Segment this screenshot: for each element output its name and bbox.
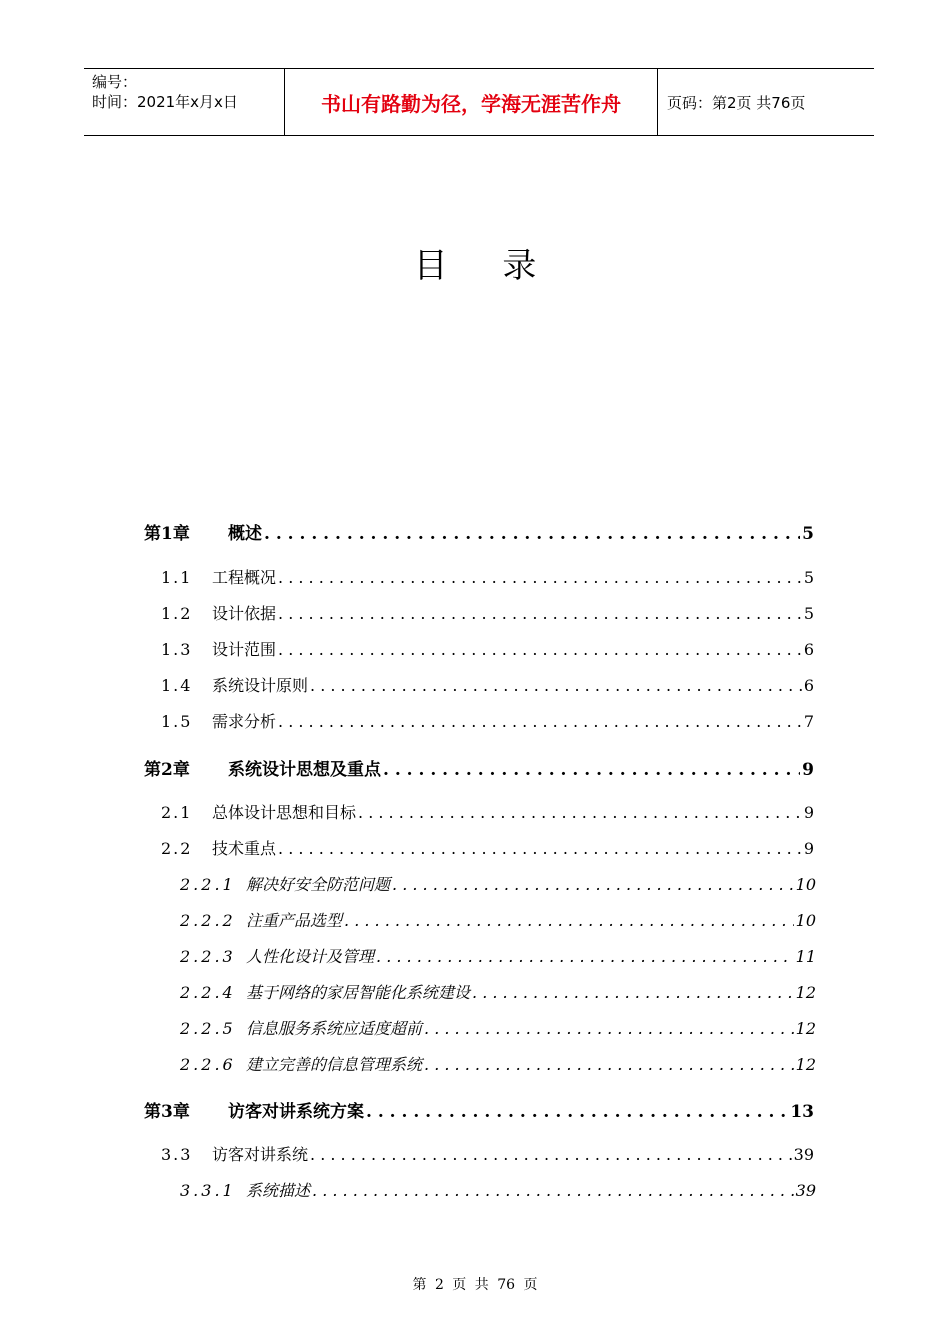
toc-entry-label: 访客对讲系统 xyxy=(212,1145,309,1164)
toc-entry-number: 1.4 xyxy=(161,676,193,695)
toc-entry-page: 5 xyxy=(803,568,814,587)
toc-dot-leader xyxy=(424,1055,794,1074)
header-motto: 书山有路勤为径，学海无涯苦作舟 xyxy=(285,69,658,135)
toc-entry[interactable] xyxy=(180,944,816,968)
toc-entry-label: 技术重点 xyxy=(212,839,277,858)
toc-entry-label: 系统设计思想及重点 xyxy=(228,760,381,780)
toc-entry[interactable] xyxy=(161,800,814,824)
toc-entry-number: 2.2.6 xyxy=(180,1055,236,1074)
toc-dot-leader xyxy=(472,983,794,1002)
toc-entry-page: 9 xyxy=(803,803,814,822)
toc-entry-label: 设计范围 xyxy=(212,640,277,659)
toc-entry-number: 2.2.1 xyxy=(180,875,236,894)
toc-entry-number: 2.2.3 xyxy=(180,947,236,966)
toc-entry[interactable] xyxy=(144,1097,814,1121)
toc-entry-label: 建立完善的信息管理系统 xyxy=(246,1055,423,1074)
page-footer: 第 2 页 共 76 页 xyxy=(412,1277,538,1293)
toc-entry-label: 解决好安全防范问题 xyxy=(246,875,391,894)
header-left-cell xyxy=(84,69,285,135)
toc-entry-page: 12 xyxy=(795,1055,816,1074)
toc-dot-leader xyxy=(383,760,800,780)
toc-entry-label: 概述 xyxy=(228,524,262,544)
toc-entry-page: 10 xyxy=(795,875,816,894)
toc-entry-label: 访客对讲系统方案 xyxy=(228,1102,364,1122)
toc-entry-number: 3.3 xyxy=(161,1145,193,1164)
toc-entry-page: 6 xyxy=(803,676,814,695)
toc-entry-number: 1.2 xyxy=(161,604,193,623)
toc-entry-page: 12 xyxy=(795,1019,816,1038)
toc-entry-number: 2.2.2 xyxy=(180,911,236,930)
toc-dot-leader xyxy=(278,604,802,623)
toc-entry-label: 总体设计思想和目标 xyxy=(212,803,357,822)
toc-entry[interactable] xyxy=(180,908,816,932)
toc-entry-label: 系统设计原则 xyxy=(212,676,309,695)
toc-dot-leader xyxy=(264,524,800,544)
toc-dot-leader xyxy=(392,875,794,894)
toc-entry-label: 设计依据 xyxy=(212,604,277,623)
toc-dot-leader xyxy=(312,1181,794,1200)
toc-entry-page: 9 xyxy=(802,760,814,780)
toc-entry-number: 1.3 xyxy=(161,640,193,659)
toc-entry-label: 人性化设计及管理 xyxy=(246,947,375,966)
toc-entry-page: 39 xyxy=(795,1181,816,1200)
toc-entry-page: 5 xyxy=(803,604,814,623)
toc-entry-page: 11 xyxy=(795,947,816,966)
toc-entry[interactable] xyxy=(180,872,816,896)
toc-entry-label: 基于网络的家居智能化系统建设 xyxy=(246,983,471,1002)
toc-entry-number: 2.2.4 xyxy=(180,983,236,1002)
toc-entry-page: 10 xyxy=(795,911,816,930)
toc-entry[interactable] xyxy=(161,709,814,733)
toc-entry-page: 9 xyxy=(803,839,814,858)
toc-dot-leader xyxy=(278,712,802,731)
toc-entry[interactable] xyxy=(161,1142,814,1166)
toc-entry-number: 3.3.1 xyxy=(180,1181,236,1200)
toc-entry-number: 1.5 xyxy=(161,712,193,731)
toc-dot-leader xyxy=(344,911,794,930)
time-label: 时间：2021年x月x日 xyxy=(92,93,238,111)
toc-entry-page: 39 xyxy=(793,1145,814,1164)
toc-entry-label: 需求分析 xyxy=(212,712,277,731)
toc-entry-number: 第3章 xyxy=(144,1102,190,1122)
toc-dot-leader xyxy=(366,1102,788,1122)
toc-dot-leader xyxy=(310,1145,792,1164)
page-title: 目 录 xyxy=(413,246,559,286)
toc-entry[interactable] xyxy=(180,980,816,1004)
toc-entry-page: 12 xyxy=(795,983,816,1002)
toc-dot-leader xyxy=(310,676,802,695)
toc-entry-number: 1.1 xyxy=(161,568,193,587)
toc-entry-page: 13 xyxy=(790,1102,814,1122)
toc-entry-page: 7 xyxy=(803,712,814,731)
number-label: 编号： xyxy=(92,73,138,91)
toc-entry[interactable] xyxy=(144,519,814,543)
toc-entry[interactable] xyxy=(180,1052,816,1076)
toc-entry[interactable] xyxy=(144,755,814,779)
toc-entry-label: 注重产品选型 xyxy=(246,911,343,930)
toc-dot-leader xyxy=(376,947,794,966)
toc-entry-page: 6 xyxy=(803,640,814,659)
toc-entry[interactable] xyxy=(180,1016,816,1040)
toc-entry[interactable] xyxy=(161,565,814,589)
toc-entry-page: 5 xyxy=(802,524,814,544)
toc-entry[interactable] xyxy=(161,673,814,697)
toc-entry-number: 2.2 xyxy=(161,839,193,858)
toc-entry[interactable] xyxy=(161,637,814,661)
toc-entry-label: 信息服务系统应适度超前 xyxy=(246,1019,423,1038)
toc-dot-leader xyxy=(278,640,802,659)
page-header xyxy=(84,68,874,136)
toc-entry-number: 第2章 xyxy=(144,760,190,780)
toc-dot-leader xyxy=(278,839,802,858)
toc-entry[interactable] xyxy=(180,1178,816,1202)
toc-entry-number: 2.2.5 xyxy=(180,1019,236,1038)
toc-dot-leader xyxy=(278,568,802,587)
toc-entry[interactable] xyxy=(161,601,814,625)
toc-dot-leader xyxy=(424,1019,794,1038)
toc-entry-label: 工程概况 xyxy=(212,568,277,587)
toc-dot-leader xyxy=(358,803,802,822)
toc-entry-number: 2.1 xyxy=(161,803,193,822)
header-page-info: 页码：第2页 共76页 xyxy=(667,93,806,112)
toc-entry-label: 系统描述 xyxy=(246,1181,311,1200)
toc-entry-number: 第1章 xyxy=(144,524,190,544)
toc-entry[interactable] xyxy=(161,836,814,860)
